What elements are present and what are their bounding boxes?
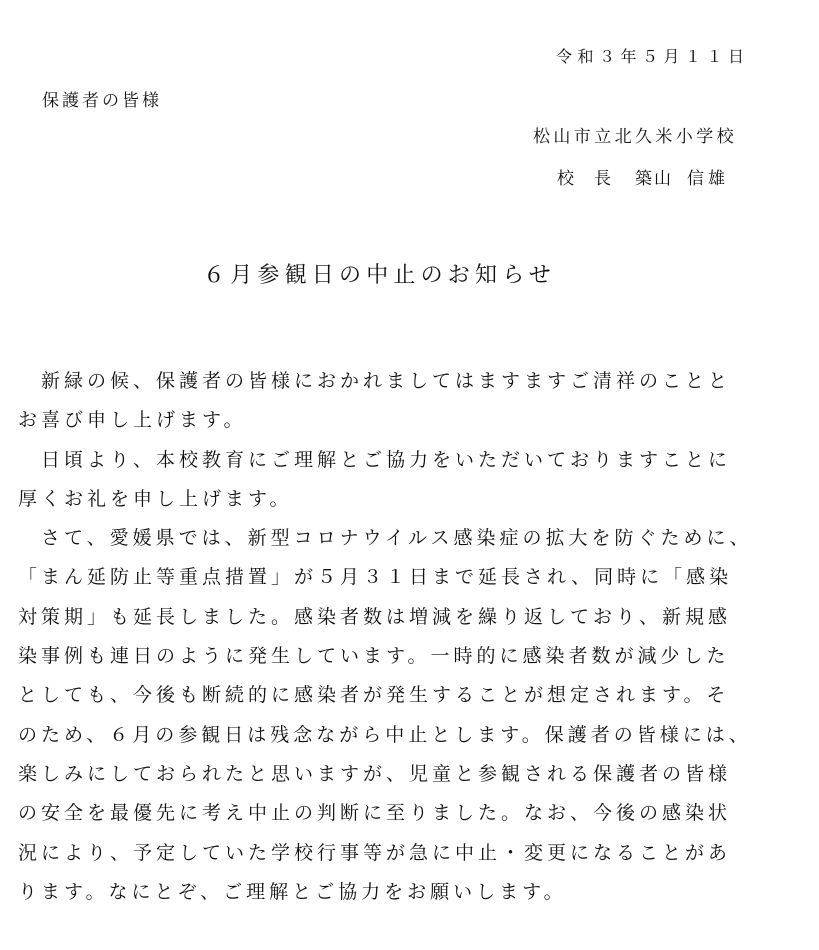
notice-body [18, 362, 798, 912]
principal-title: 校長 [557, 169, 631, 189]
principal-name-family: 築山 [635, 169, 673, 189]
body-line: さて、愛媛県では、新型コロナウイルス感染症の拡大を防ぐために、 [18, 527, 753, 550]
body-line: 厚くお礼を申し上げます。 [18, 487, 293, 510]
body-line: 日頃より、本校教育にご理解とご協力をいただいておりますことに [18, 448, 732, 471]
body-line: のため、６月の参観日は残念ながら中止とします。保護者の皆様には、 [18, 723, 752, 746]
school-name: 松山市立北久米小学校 [533, 127, 737, 147]
body-line: お喜び申し上げます。 [18, 409, 247, 432]
body-line: 況により、予定していた学校行事等が急に中止・変更になることがあ [18, 841, 732, 864]
body-line: としても、今後も断続的に感染者が発生することが想定されます。そ [18, 684, 730, 707]
notice-title: ６月参観日の中止のお知らせ [203, 263, 556, 288]
principal-signature [557, 164, 729, 189]
body-line: の安全を最優先に考え中止の判断に至りました。なお、今後の感染状 [18, 802, 732, 825]
body-line: 染事例も連日のように発生しています。一時的に感染者数が減少した [18, 645, 730, 668]
principal-name-given: 信雄 [687, 169, 729, 189]
body-line: 新緑の候、保護者の皆様におかれましてはますますご清祥のことと [18, 370, 732, 392]
body-line: 「まん延防止等重点措置」が５月３１日まで延長され、同時に「感染 [18, 566, 733, 589]
body-line: ります。なにとぞ、ご理解とご協力をお願いします。 [18, 880, 567, 903]
body-line: 対策期」も延長しました。感染者数は増減を繰り返しており、新規感 [18, 605, 732, 628]
document-date: 令和３年５月１１日 [556, 47, 750, 66]
recipient: 保護者の皆様 [42, 91, 162, 111]
body-line: 楽しみにしておられたと思いますが、児童と参観される保護者の皆様 [18, 762, 732, 785]
